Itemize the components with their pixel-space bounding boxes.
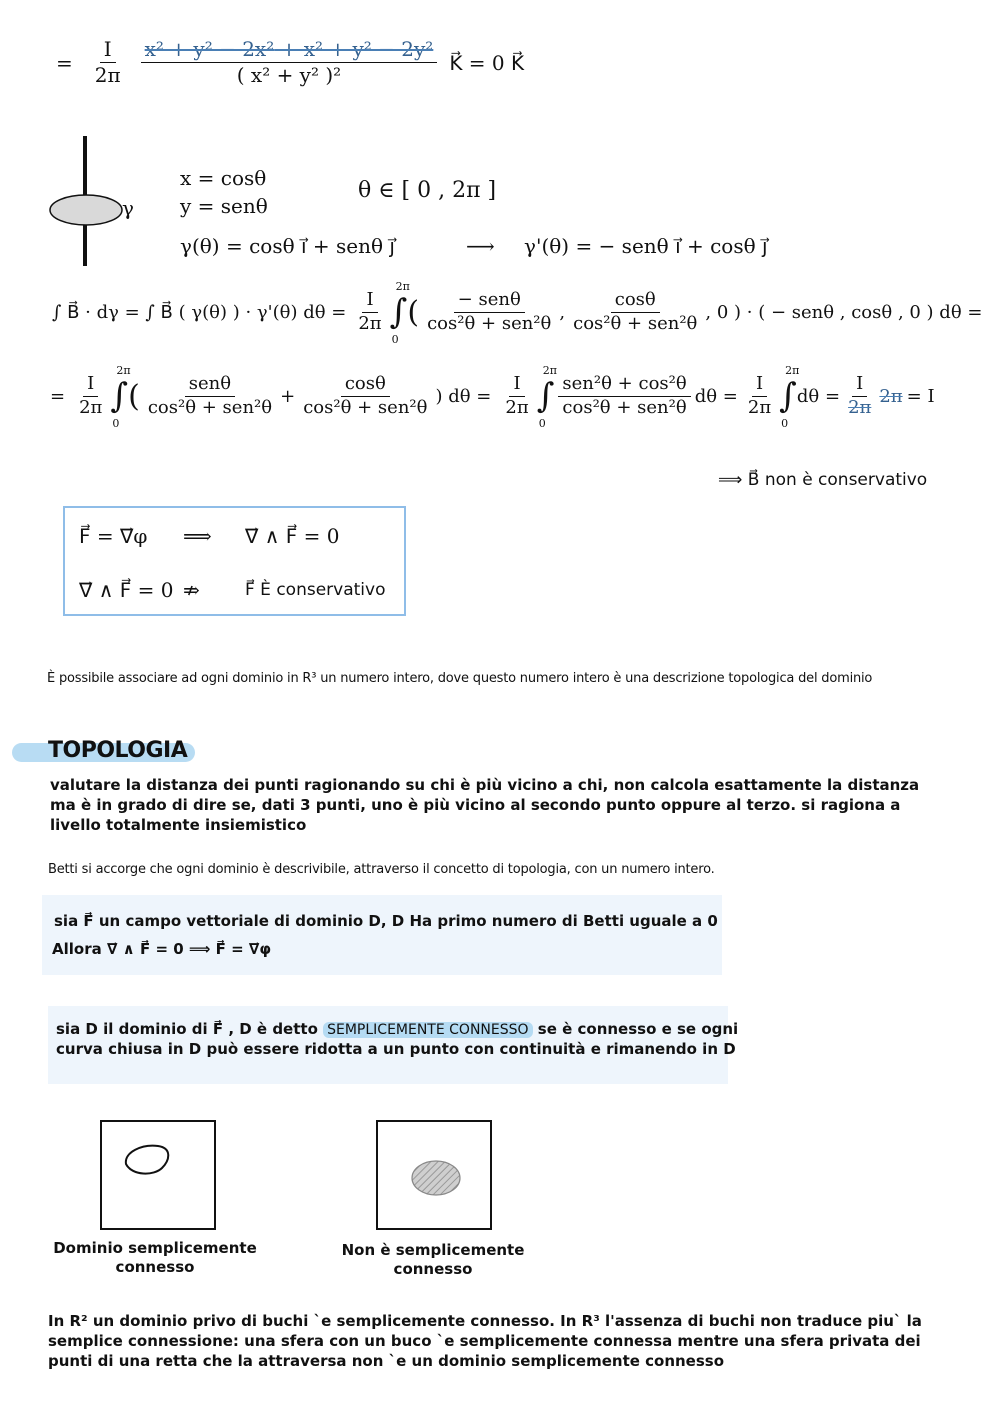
line3-left: ∫ B⃗ · dγ = ∫ B⃗ ( γ(θ) ) · γ'(θ) dθ = xyxy=(52,301,347,323)
struck-terms-b: + x² + y² − 2y² xyxy=(274,37,434,61)
hatched-hole-icon xyxy=(378,1122,490,1228)
line3-tail: , 0 ) · ( − senθ , cosθ , 0 ) dθ = xyxy=(705,301,983,323)
line4-frac2: $\frac{\cos\theta}{\text{cos²θ + sen²θ}}$ xyxy=(303,373,428,418)
figure-simply-connected xyxy=(100,1120,216,1230)
callout1-line2: Allora ∇⃗ ∧ F⃗ = 0 ⟹ F⃗ = ∇⃗φ xyxy=(52,940,272,958)
box-row1-right: ∇⃗ ∧ F⃗ = 0 xyxy=(245,524,340,548)
integral-sign-3: ∫ 2π 0 xyxy=(536,364,557,431)
struck-terms-a: x² + y² − 2x² xyxy=(144,37,275,61)
param-y: y = senθ xyxy=(180,194,268,218)
integral-sign-2: ∫ 2π 0 xyxy=(110,364,131,431)
topology-description: valutare la distanza dei punti ragionando su chi è più vicino a chi, non calcola esattamente la distanza ma è in grado di dire se, dati 3 punti, uno è più vicino al secondo punto oppure al terzo. si ragiona a livello totalmente insiemistico xyxy=(50,776,920,834)
line3-frac2: $\frac{\cos\theta}{\text{cos²θ + sen²θ}}$ xyxy=(573,289,698,334)
implies-arrow: ⟶ xyxy=(466,234,495,258)
param-x: x = cosθ xyxy=(180,166,267,190)
caption-simply-connected: Dominio semplicemente connesso xyxy=(53,1239,257,1276)
callout-betti xyxy=(42,895,722,975)
box-row2-left: ∇⃗ ∧ F⃗ = 0 xyxy=(79,578,174,602)
box-row2-arrow: ⇏ xyxy=(183,578,200,602)
implication-box xyxy=(63,506,406,616)
callout2-line2: curva chiusa in D può essere ridotta a un punto con continuità e rimanendo in D xyxy=(56,1040,736,1058)
equation-line-4: = $\frac{I}{2\pi}$ ∫ 2π 0 ( $\frac{\text{senθ}}{\text{cos²θ + sen²θ}}$ + $\frac{\cos\theta}{\text{cos²θ + sen²θ}}$ ) dθ = $\frac{I}{2\pi}$ ∫ 2π 0 $\frac{\text{sen²θ + cos²θ}}{\text{cos²θ + sen²θ}}$ dθ = $\frac{I}{2\pi}$ ∫ 2π 0 dθ = $\frac{I}{2\pi}$ 2π = I xyxy=(50,364,935,431)
theta-range: θ ∈ [ 0 , 2π ] xyxy=(358,178,497,203)
eq-sign: = xyxy=(56,50,73,75)
caption-not-simply-connected: Non è semplicemente connesso xyxy=(341,1241,525,1278)
closing-paragraph: In R² un dominio privo di buchi `e semplicemente connesso. In R³ l'assenza di buchi non traduce piu` la semplice connessione: una sfera con un buco `e semplicemente connessa mentre una sfera privata dei punti di una retta che la attraversa non `e un dominio semplicemente connesso xyxy=(48,1312,922,1370)
callout1-line1: sia F⃗ un campo vettoriale di dominio D, D Ha primo numero di Betti uguale a 0 xyxy=(54,912,718,930)
integral-sign-4: ∫ 2π 0 xyxy=(779,364,800,431)
curve-ellipse xyxy=(50,195,122,225)
line4-frac1: $\frac{\text{senθ}}{\text{cos²θ + sen²θ}}$ xyxy=(147,373,273,418)
box-row1-arrow: ⟹ xyxy=(183,524,212,548)
equation-line-1 xyxy=(56,38,524,87)
betti-sentence: Betti si accorge che ogni dominio è descrivibile, attraverso il concetto di topologia, con un numero intero. xyxy=(48,862,715,877)
cancelled-2pi: 2π xyxy=(879,385,903,407)
integral-sign: ∫ 2π 0 xyxy=(389,280,410,347)
line3-frac1: $\frac{\text{− senθ}}{\text{cos²θ + sen²θ}}$ xyxy=(427,289,552,334)
gamma-label: γ xyxy=(122,196,134,220)
box-row1-left: F⃗ = ∇⃗φ xyxy=(79,524,148,548)
line4-coef-2: $\frac{I}{2\pi}$ xyxy=(505,373,529,418)
gamma-derivative: γ'(θ) = − senθ i⃗ + cosθ j⃗ xyxy=(524,234,768,258)
line3-coef: $\frac{I}{2\pi}$ xyxy=(358,289,382,334)
rhs-zero: K⃗ = 0 K⃗ xyxy=(449,50,525,75)
section-title: TOPOLOGIA xyxy=(48,738,188,763)
line4-coef-4: $\frac{I}{2\pi}$ xyxy=(848,373,872,418)
line4-frac3: $\frac{\text{sen²θ + cos²θ}}{\text{cos²θ + sen²θ}}$ xyxy=(558,374,690,418)
closed-curve-icon xyxy=(102,1122,214,1228)
box-row2-right: F⃗ È conservativo xyxy=(245,580,386,600)
fraction-main: $\frac{\text{x² + y² − 2x² + x² + y² − 2y²}}{\text{( x² + y² )²}}$ xyxy=(141,38,438,87)
equation-line-3: ∫ B⃗ · dγ = ∫ B⃗ ( γ(θ) ) · γ'(θ) dθ = $\frac{I}{2\pi}$ ∫ 2π 0 ( $\frac{\text{− senθ}}{\text{cos²θ + sen²θ}}$ , $\frac{\cos\theta}{\text{cos²θ + sen²θ}}$ , 0 ) · ( − senθ , cosθ , 0 ) dθ = xyxy=(52,280,983,347)
figure-not-simply-connected xyxy=(376,1120,492,1230)
fraction-I-over-2pi: $\frac{I}{2\pi}$ xyxy=(94,37,121,87)
line4-coef: $\frac{I}{2\pi}$ xyxy=(79,373,103,418)
line4-coef-3: $\frac{I}{2\pi}$ xyxy=(747,373,772,418)
callout2-line1: sia D il dominio di F⃗ , D è detto SEMPLICEMENTE CONNESSO se è connesso e se ogni xyxy=(56,1020,739,1038)
gamma-definition: γ(θ) = cosθ i⃗ + senθ j⃗ xyxy=(180,234,395,258)
conclusion: ⟹ B⃗ non è conservativo xyxy=(718,470,928,490)
simply-connected-highlight: SEMPLICEMENTE CONNESSO xyxy=(323,1022,532,1038)
intro-sentence: È possibile associare ad ogni dominio in R³ un numero intero, dove questo numero intero è una descrizione topologica del dominio xyxy=(47,671,873,686)
callout-simply-connected xyxy=(48,1006,739,1084)
